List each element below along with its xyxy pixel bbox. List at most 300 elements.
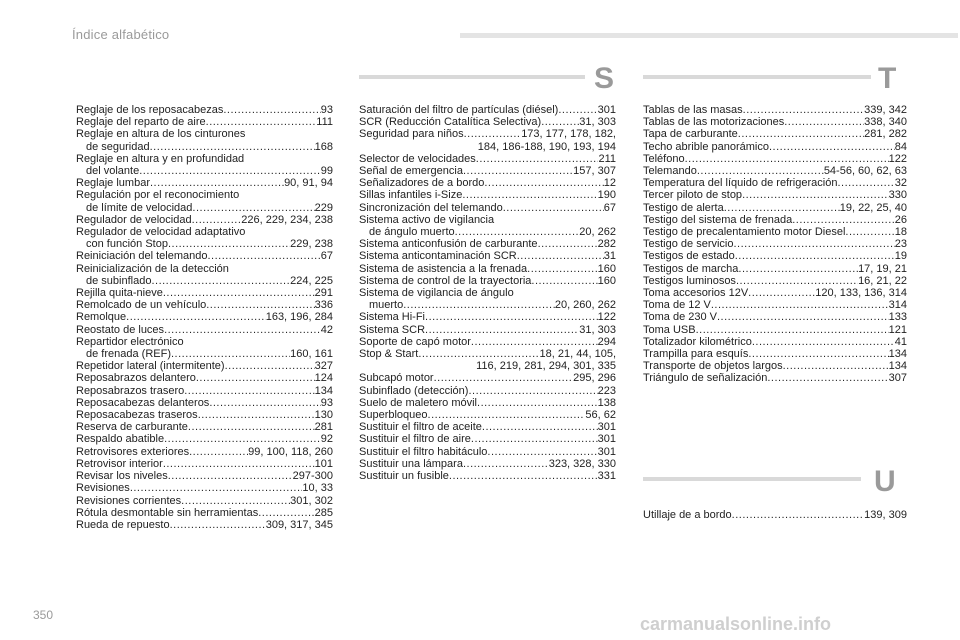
index-entry-leader — [784, 116, 864, 128]
index-entry-term: Reiniciación del telemando — [76, 250, 208, 263]
index-entry-pages: 139, 309 — [864, 509, 907, 521]
index-entry-pages: 122 — [888, 152, 907, 165]
index-entry-term: Temperatura del líquido de refrigeración — [643, 177, 838, 190]
index-entry-pages: 339, 342 — [864, 104, 907, 116]
index-entry-term: de límite de velocidad — [86, 201, 193, 214]
index-entry-term: Tapa de carburante — [643, 128, 738, 141]
section-letter-s: S — [594, 62, 615, 95]
index-entry — [76, 165, 333, 177]
index-entry — [76, 409, 333, 421]
index-entry-term: Regulador de velocidad — [76, 213, 192, 226]
index-entry-leader — [150, 177, 284, 189]
index-entry — [359, 409, 616, 421]
index-entry-term: Rejilla quita-nieve — [76, 287, 163, 300]
index-entry-pages: 93 — [320, 104, 333, 116]
index-entry-pages: 314 — [888, 299, 907, 312]
section-u-rule — [643, 477, 861, 481]
index-entry-leader — [223, 104, 320, 116]
index-entry-leader — [196, 372, 315, 384]
index-entry-term: Seguridad para niños — [359, 128, 464, 141]
index-entry-heading: Reglaje en altura y en profundidad — [76, 152, 245, 165]
index-entry-pages: 134 — [888, 348, 907, 361]
index-entry-leader — [170, 519, 266, 531]
index-entry — [643, 238, 907, 250]
index-entry-term: Retrovisores exteriores — [76, 445, 190, 458]
index-entry-pages: 160 — [597, 262, 616, 275]
index-column-r — [76, 104, 333, 531]
index-entry-leader — [206, 299, 314, 311]
index-entry — [359, 165, 616, 177]
index-entry-pages: 160, 161 — [290, 348, 333, 361]
index-entry-term: Saturación del filtro de partículas (diésel) — [359, 104, 559, 116]
index-entry-pages: 17, 19, 21 — [858, 262, 907, 275]
header-rule — [460, 33, 958, 38]
watermark: carmanualsonline.info — [640, 614, 832, 634]
index-entry-pages: 111 — [316, 116, 333, 129]
index-entry — [76, 385, 333, 397]
index-entry-term: Testigo de precalentamiento motor Diesel — [643, 226, 846, 239]
index-entry-leader — [192, 214, 242, 226]
index-entry-leader — [130, 482, 303, 494]
index-entry-term: muerto — [369, 299, 404, 312]
index-entry-leader — [225, 360, 315, 372]
index-entry-term: Sistema de control de la trayectoria — [359, 274, 532, 287]
index-entry-leader — [189, 446, 248, 458]
index-entry — [359, 116, 616, 128]
index-entry-leader — [476, 153, 599, 165]
index-entry — [359, 324, 616, 336]
index-entry — [359, 202, 616, 214]
index-entry-leader — [738, 263, 858, 275]
index-entry-term: Reposacabezas traseros — [76, 409, 198, 422]
index-entry-leader — [209, 397, 320, 409]
index-entry-term: Testigos luminosos — [643, 274, 736, 287]
index-entry-leader — [164, 324, 321, 336]
section-letter-u: U — [874, 465, 896, 498]
index-entry-pages: 327 — [314, 360, 333, 373]
index-entry — [359, 250, 616, 262]
index-entry-leader — [685, 153, 889, 165]
index-entry-pages: 84 — [894, 140, 907, 153]
index-entry-leader — [696, 324, 889, 336]
index-entry-pages: 281, 282 — [864, 128, 907, 141]
index-entry-heading: Regulador de velocidad adaptativo — [76, 226, 246, 239]
index-entry — [76, 470, 333, 482]
index-entry-term: Reglaje lumbar — [76, 177, 150, 190]
index-entry-pages: 307 — [888, 372, 907, 385]
index-entry-leader — [837, 177, 894, 189]
index-entry-pages: 18 — [894, 226, 907, 239]
index-entry — [359, 263, 616, 275]
index-entry-term: de ángulo muerto — [369, 226, 455, 239]
index-entry-leader — [150, 141, 315, 153]
index-entry-term: Rueda de repuesto — [76, 518, 170, 531]
index-entry-term: Trampilla para esquís — [643, 348, 749, 361]
index-entry-term: de seguridad — [86, 140, 150, 153]
index-entry-term: Triángulo de señalización — [643, 372, 768, 385]
index-entry-pages: 121 — [888, 323, 907, 336]
index-entry-term: con función Stop — [86, 238, 168, 251]
index-entry-leader — [463, 165, 573, 177]
index-entry-leader — [464, 128, 522, 140]
index-entry-leader — [482, 421, 598, 433]
index-entry — [643, 226, 907, 238]
index-entry-term: Sincronización del telemando — [359, 201, 503, 214]
index-entry — [359, 104, 616, 116]
index-entry-term: Reserva de carburante — [76, 421, 188, 434]
index-entry-pages: 54-56, 60, 62, 63 — [823, 165, 907, 178]
index-entry-pages: 19 — [894, 250, 907, 263]
index-entry-pages: 12 — [603, 177, 616, 190]
index-entry-leader — [207, 250, 320, 262]
index-entry-pages: 32 — [894, 177, 907, 190]
page-header-title: Índice alfabético — [72, 27, 170, 42]
index-entry-pages: 19, 22, 25, 40 — [839, 201, 907, 214]
index-entry-pages: 130 — [314, 409, 333, 422]
index-entry-term: de frenada (REF) — [86, 348, 171, 361]
section-t-rule — [643, 75, 871, 79]
index-entry-leader — [738, 128, 864, 140]
index-entry-leader — [541, 116, 579, 128]
index-entry-heading: Repartidor electrónico — [76, 335, 184, 348]
index-entry — [359, 421, 616, 433]
index-entry-leader — [425, 311, 598, 323]
index-entry — [76, 324, 333, 336]
index-entry-pages: 93 — [320, 396, 333, 409]
index-entry-term: SCR (Reducción Catalítica Selectiva) — [359, 116, 542, 129]
index-entry-leader — [163, 287, 315, 299]
index-entry-term: Subinflado (detección) — [359, 384, 469, 397]
index-entry-leader — [206, 116, 317, 128]
index-entry — [359, 275, 616, 287]
index-entry-term: Techo abrible panorámico — [643, 140, 769, 153]
index-entry — [359, 458, 616, 470]
index-entry — [359, 397, 616, 409]
index-entry-pages: 301 — [597, 445, 616, 458]
index-entry-pages: 285 — [314, 506, 333, 519]
index-entry-pages: 120, 133, 136, 314 — [815, 287, 907, 300]
index-entry-leader — [517, 250, 604, 262]
index-entry-term: Remolque — [76, 311, 127, 324]
index-entry-leader — [792, 214, 895, 226]
index-entry-pages: 31, 303 — [579, 116, 616, 129]
section-letter-t: T — [878, 62, 897, 95]
index-entry-term: Revisar los niveles — [76, 470, 168, 483]
index-entry-leader — [434, 372, 574, 384]
index-entry-pages: 294 — [597, 335, 616, 348]
index-entry — [76, 214, 333, 226]
index-entry-pages: 301, 302 — [290, 494, 333, 507]
index-entry-term: Reglaje de los reposacabezas — [76, 104, 224, 116]
index-entry-pages: 10, 33 — [302, 482, 333, 495]
index-entry — [76, 433, 333, 445]
index-entry-term: Señalizadores de a bordo — [359, 177, 485, 190]
index-entry-heading: Regulación por el reconocimiento — [76, 189, 240, 202]
index-entry-term: Reostato de luces — [76, 323, 165, 336]
index-entry-leader — [558, 104, 597, 116]
index-entry-heading: Sistema de vigilancia de ángulo — [359, 287, 514, 300]
index-entry-leader — [743, 104, 865, 116]
index-entry — [76, 104, 333, 116]
index-entry-pages: 67 — [320, 250, 333, 263]
index-entry-pages: 309, 317, 345 — [265, 518, 333, 531]
index-entry-term: Sillas infantiles i-Size — [359, 189, 463, 202]
index-entry-leader — [403, 299, 555, 311]
index-entry-leader — [531, 275, 597, 287]
index-entry-pages-continued: 184, 186-188, 190, 193, 194 — [477, 140, 616, 153]
index-entry-pages: 331 — [597, 470, 616, 483]
index-entry — [76, 311, 333, 323]
index-entry-leader — [462, 189, 597, 201]
index-entry-pages: 211 — [598, 152, 616, 165]
index-entry — [359, 177, 616, 189]
index-entry-leader — [188, 421, 315, 433]
index-entry-leader — [168, 238, 290, 250]
index-entry — [76, 238, 333, 250]
index-entry — [643, 141, 907, 153]
index-entry-pages: 16, 21, 22 — [858, 274, 907, 287]
index-entry-leader — [717, 311, 889, 323]
index-entry-pages: 31, 303 — [579, 323, 616, 336]
index-entry-pages: 336 — [314, 299, 333, 312]
index-entry-term: Tablas de las motorizaciones — [643, 116, 785, 129]
index-entry-term: Teléfono — [643, 152, 685, 165]
index-entry — [359, 433, 616, 445]
index-entry-leader — [463, 458, 549, 470]
index-entry-pages: 163, 196, 284 — [265, 311, 333, 324]
index-entry — [643, 202, 907, 214]
index-entry-pages: 99, 100, 118, 260 — [248, 445, 333, 458]
index-entry-leader — [487, 446, 597, 458]
index-entry — [76, 507, 333, 519]
index-entry — [76, 458, 333, 470]
index-entry — [359, 189, 616, 201]
index-entry-leader — [455, 226, 580, 238]
index-entry-term: Reglaje del reparto de aire — [76, 116, 206, 129]
index-entry — [76, 482, 333, 494]
index-entry-term: Testigos de estado — [643, 250, 735, 263]
index-entry-term: del volante — [86, 165, 140, 178]
index-entry — [643, 372, 907, 384]
index-entry-leader — [769, 141, 895, 153]
index-entry-pages: 133 — [888, 311, 907, 324]
index-entry-leader — [734, 238, 895, 250]
index-entry — [643, 153, 907, 165]
index-entry-pages: 31 — [603, 250, 616, 263]
index-entry-pages: 18, 21, 44, 105, — [539, 348, 616, 361]
index-entry — [76, 372, 333, 384]
index-entry-term: Reposabrazos delantero — [76, 372, 196, 385]
index-entry-leader — [181, 495, 290, 507]
page-number: 350 — [33, 608, 54, 622]
index-entry-term: Sustituir el filtro de aire — [359, 433, 471, 446]
index-entry-pages: 229 — [314, 201, 333, 214]
index-entry — [643, 287, 907, 299]
index-entry-pages: 168 — [314, 140, 333, 153]
index-entry-heading: Sistema activo de vigilancia — [359, 213, 495, 226]
index-entry-term: Repetidor lateral (intermitente) — [76, 360, 225, 373]
index-entry-pages: 291 — [314, 287, 333, 300]
index-entry-pages: 226, 229, 234, 238 — [241, 213, 333, 226]
index-entry-leader — [418, 348, 539, 360]
index-entry — [643, 128, 907, 140]
index-entry-pages: 122 — [597, 311, 616, 324]
index-entry-term: Revisiones corrientes — [76, 494, 182, 507]
index-entry — [643, 336, 907, 348]
index-entry-term: Toma de 230 V — [643, 311, 717, 324]
index-entry-leader — [192, 202, 314, 214]
index-entry-leader — [164, 433, 321, 445]
index-entry-pages: 301 — [597, 433, 616, 446]
index-entry-pages: 138 — [597, 396, 616, 409]
index-entry — [76, 141, 333, 153]
index-entry-term: Testigo de alerta — [643, 201, 724, 214]
index-entry — [643, 165, 907, 177]
index-column-u — [643, 509, 907, 521]
index-entry-pages: 323, 328, 330 — [548, 457, 616, 470]
index-entry — [76, 287, 333, 299]
index-entry — [76, 299, 333, 311]
index-column-s — [359, 104, 616, 482]
index-entry — [643, 104, 907, 116]
index-entry-term: Reposacabezas delanteros — [76, 396, 210, 409]
index-entry-term: Stop & Start — [359, 348, 419, 361]
index-entry-leader — [171, 348, 290, 360]
index-entry-term: Soporte de capó motor — [359, 335, 471, 348]
index-entry-leader — [783, 360, 889, 372]
index-entry-pages: 134 — [314, 384, 333, 397]
index-entry-leader — [748, 348, 888, 360]
index-entry-pages: 330 — [888, 189, 907, 202]
index-entry-pages: 67 — [603, 201, 616, 214]
section-s-rule — [359, 75, 585, 79]
index-entry — [643, 509, 907, 521]
index-entry-pages: 157, 307 — [573, 165, 616, 178]
index-entry-leader — [697, 165, 824, 177]
index-entry-leader — [477, 397, 598, 409]
index-entry-leader — [139, 165, 321, 177]
index-entry-pages: 282 — [597, 238, 616, 251]
index-entry — [76, 519, 333, 531]
index-entry-leader — [767, 372, 888, 384]
index-entry-term: Transporte de objetos largos — [643, 360, 783, 373]
index-entry — [643, 116, 907, 128]
index-entry — [643, 360, 907, 372]
index-entry-term: Reposabrazos trasero — [76, 384, 185, 397]
index-entry-term: Sustituir el filtro de aceite — [359, 421, 482, 434]
index-entry-term: Sustituir una lámpara — [359, 457, 463, 470]
index-entry-pages: 20, 262 — [579, 226, 616, 239]
index-column-t — [643, 104, 907, 385]
index-entry-pages: 134 — [888, 360, 907, 373]
index-entry-heading: Reglaje en altura de los cinturones — [76, 128, 246, 141]
index-entry-term: Sustituir un fusible — [359, 470, 449, 483]
index-entry — [359, 153, 616, 165]
index-entry — [359, 348, 616, 360]
index-entry-leader — [468, 385, 597, 397]
index-entry-term: Remolcado de un vehículo — [76, 299, 207, 312]
index-entry-pages: 23 — [894, 238, 907, 251]
index-entry — [76, 397, 333, 409]
index-entry-leader — [449, 470, 598, 482]
index-entry — [643, 275, 907, 287]
index-entry-leader — [151, 275, 290, 287]
index-entry-term: Utillaje de a bordo — [643, 509, 732, 521]
index-entry — [76, 177, 333, 189]
index-entry-pages: 301 — [597, 421, 616, 434]
index-entry — [643, 214, 907, 226]
index-entry — [359, 226, 616, 238]
index-entry-pages-continued: 116, 219, 281, 294, 301, 335 — [476, 360, 616, 373]
index-entry-pages: 295, 296 — [573, 372, 616, 385]
index-entry-pages: 124 — [314, 372, 333, 385]
index-entry-pages: 301 — [597, 104, 616, 116]
index-entry — [76, 250, 333, 262]
index-entry — [76, 446, 333, 458]
index-entry-leader — [126, 311, 266, 323]
index-entry-leader — [711, 299, 889, 311]
index-entry — [76, 495, 333, 507]
index-entry-pages: 42 — [320, 323, 333, 336]
index-entry-term: Toma accesorios 12V — [643, 287, 749, 300]
index-entry — [643, 311, 907, 323]
index-entry — [359, 128, 616, 140]
index-entry — [76, 421, 333, 433]
index-entry — [359, 446, 616, 458]
index-entry — [76, 116, 333, 128]
index-entry — [359, 385, 616, 397]
index-entry-term: Selector de velocidades — [359, 152, 476, 165]
index-entry-pages: 90, 91, 94 — [284, 177, 333, 190]
index-entry-term: Respaldo abatible — [76, 433, 165, 446]
index-entry-heading: Reinicialización de la detección — [76, 262, 229, 275]
index-entry-leader — [258, 507, 314, 519]
index-entry-term: Telemando — [643, 165, 697, 178]
index-entry-leader — [752, 336, 895, 348]
index-entry-term: Tercer piloto de stop — [643, 189, 743, 202]
index-entry-leader — [735, 250, 895, 262]
index-entry-pages: 99 — [320, 165, 333, 178]
index-entry-term: Revisiones — [76, 482, 130, 495]
index-entry — [643, 324, 907, 336]
index-entry — [643, 299, 907, 311]
index-entry-term: Testigo del sistema de frenada — [643, 213, 793, 226]
index-entry — [359, 372, 616, 384]
index-entry-pages: 92 — [320, 433, 333, 446]
index-entry-pages: 26 — [894, 213, 907, 226]
index-entry-leader — [736, 275, 858, 287]
index-entry-term: Testigo de servicio — [643, 238, 734, 251]
index-entry-pages: 160 — [597, 274, 616, 287]
index-entry-term: Retrovisor interior — [76, 457, 163, 470]
index-entry-leader — [503, 202, 604, 214]
index-entry-term: Toma USB — [643, 323, 696, 336]
index-entry-pages: 297-300 — [292, 470, 333, 483]
index-entry-term: de subinflado — [86, 274, 152, 287]
index-entry-term: Toma de 12 V — [643, 299, 711, 312]
index-entry — [643, 348, 907, 360]
index-entry-term: Sistema anticontaminación SCR — [359, 250, 517, 263]
index-entry-leader — [425, 324, 579, 336]
index-entry-term: Suelo de maletero móvil — [359, 396, 478, 409]
index-entry — [359, 238, 616, 250]
index-entry-leader — [163, 458, 315, 470]
index-entry-leader — [471, 433, 598, 445]
index-entry — [76, 275, 333, 287]
index-entry-leader — [732, 509, 865, 521]
index-entry-term: Sistema anticonfusión de carburante — [359, 238, 538, 251]
index-entry-pages: 56, 62 — [585, 409, 616, 422]
